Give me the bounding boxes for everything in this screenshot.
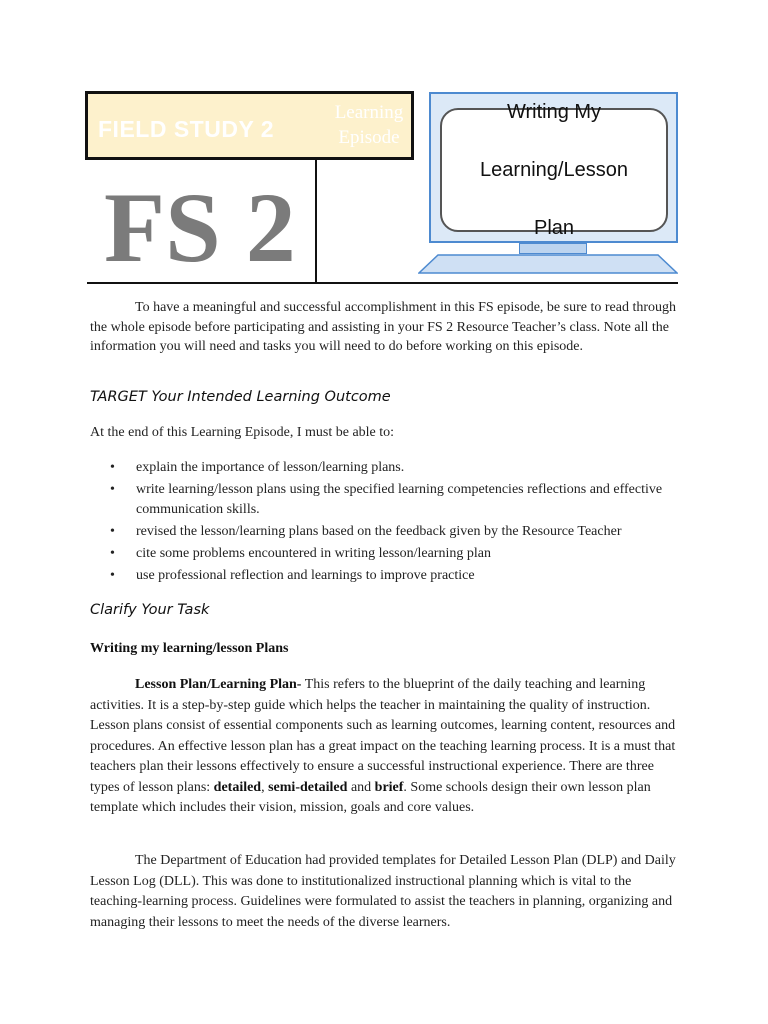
clarify-subheading: Writing my learning/lesson Plans: [90, 641, 289, 656]
separator: and: [347, 779, 375, 795]
intro-paragraph: [90, 298, 680, 357]
monitor-base: [418, 254, 678, 274]
bullet-icon: •: [110, 568, 115, 583]
list-item-text: use professional reflection and learnings to improve practice: [136, 568, 475, 583]
banner-subtitle-line1: Learning: [334, 102, 404, 123]
target-heading: TARGET Your Intended Learning Outcome: [90, 389, 391, 405]
field-study-banner: [85, 91, 414, 160]
list-item-text: cite some problems encountered in writing lesson/learning plan: [136, 546, 491, 561]
outcome-lead: At the end of this Learning Episode, I must be able to:: [90, 425, 395, 440]
monitor-title-line1: Writing My: [506, 100, 602, 123]
list-item: [90, 566, 680, 586]
bullet-icon: •: [110, 524, 115, 539]
outcome-list: [90, 458, 680, 588]
list-item-text: revised the lesson/learning plans based on the feedback given by the Resource Teacher: [136, 524, 622, 539]
type-semi-detailed: semi-detailed: [268, 779, 348, 795]
fs-code-title: FS 2: [104, 172, 296, 283]
lesson-plan-paragraph: [90, 675, 680, 819]
lesson-plan-term: Lesson Plan/Learning Plan-: [135, 677, 302, 692]
type-detailed: detailed: [213, 779, 262, 795]
monitor-title-line3: Plan: [533, 216, 575, 239]
bullet-icon: •: [110, 460, 115, 475]
monitor-title-line2: Learning/Lesson: [480, 158, 628, 181]
list-item: [90, 544, 680, 564]
banner-title: FIELD STUDY 2: [98, 116, 275, 142]
monitor-screen: [440, 100, 668, 239]
banner-subtitle-line2: Episode: [338, 127, 400, 148]
banner-subtitle: [324, 100, 414, 150]
list-item: [90, 458, 680, 478]
bullet-icon: •: [110, 482, 115, 497]
lesson-plan-tail: . Some schools design their own lesson plan template which includes their vision, mission, goals and core values.: [90, 779, 651, 815]
bullet-icon: •: [110, 546, 115, 561]
deped-text: The Department of Education had provided templates for Detailed Lesson Plan (DLP) and Daily Lesson Log (DLL). This was done to institutionalized instructional planning which is vital to the teaching-learning process. Guidelines were formulated to assist the teachers in planning, organizing and managing their lessons to meet the needs of the diverse learners.: [90, 853, 676, 930]
intro-text: To have a meaningful and successful accomplishment in this FS episode, be sure to read through the whole episode before participating and assisting in your FS 2 Resource Teacher’s class. Note all the information you will need and tasks you will need to do before working on this episode.: [90, 300, 677, 354]
lesson-plan-text: This refers to the blueprint of the daily teaching and learning activities. It is a step-by-step guide which helps the teacher in maintaining the quality of instruction. Lesson plans consist of essential components such as learning outcomes, learning content, resources and procedures. An effective lesson plan has a great impact on the teaching learning process. It is a must that teachers plan their lessons effectively to ensure a successful instructional experience. There are three types of lesson plans:: [90, 677, 676, 795]
clarify-heading: Clarify Your Task: [90, 602, 210, 618]
vertical-divider: [315, 160, 317, 284]
list-item-text: write learning/lesson plans using the specified learning competencies reflections and effective communication skills.: [136, 482, 663, 517]
separator: ,: [261, 779, 269, 795]
list-item: [90, 522, 680, 542]
list-item-text: explain the importance of lesson/learning plans.: [136, 460, 405, 475]
deped-paragraph: [90, 851, 680, 933]
monitor-neck: [519, 243, 587, 254]
type-brief: brief: [374, 779, 404, 795]
list-item: [90, 480, 680, 520]
